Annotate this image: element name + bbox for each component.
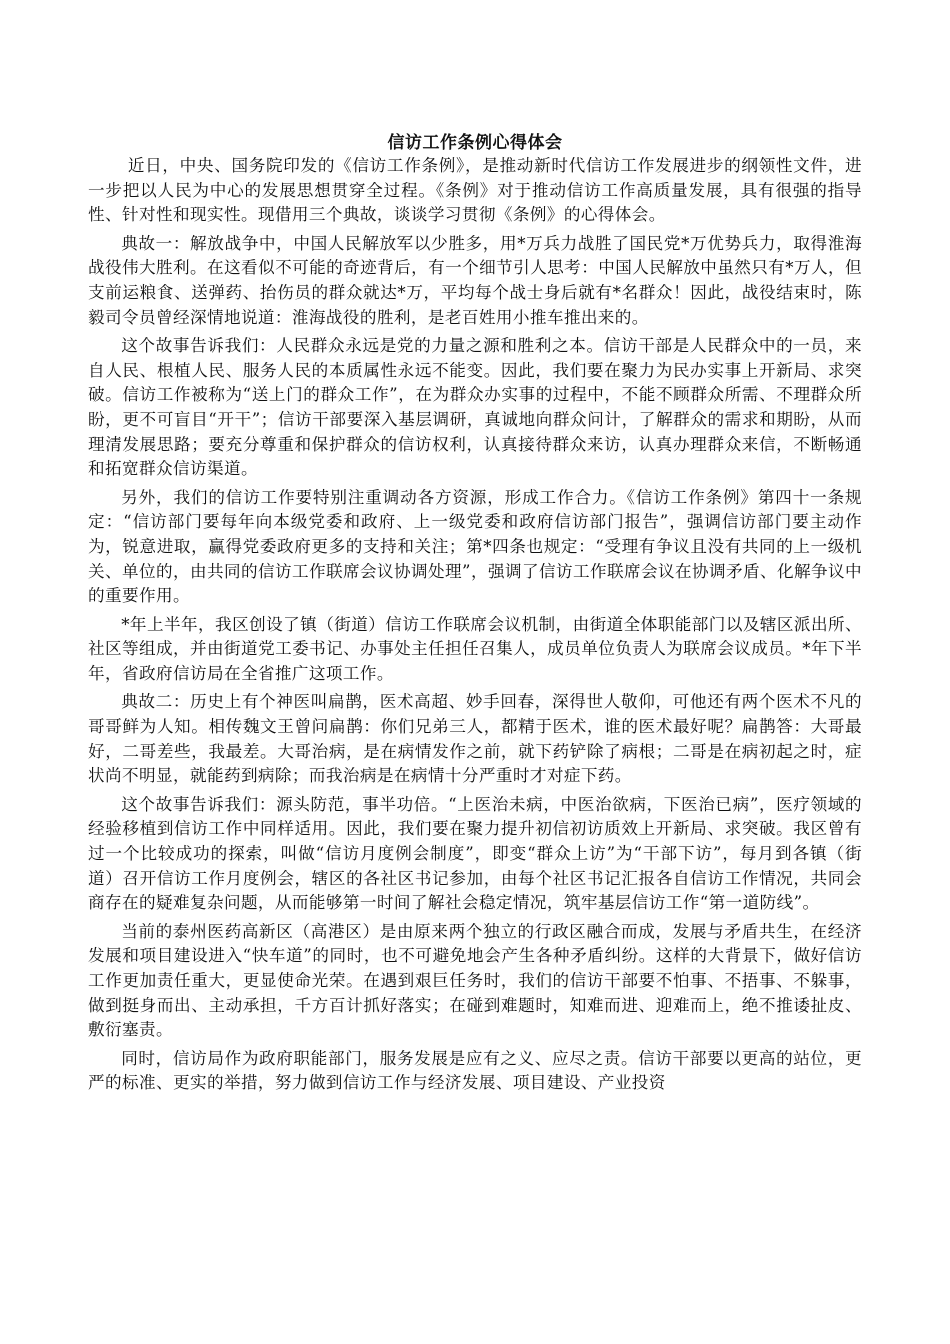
document-body [88,154,862,1100]
paragraph-joint-meeting: *年上半年，我区创设了镇（街道）信访工作联席会议机制，由街道全体职能部门以及辖区派出所、社区等组成，并由街道党工委书记、办事处主任担任召集人，成员单位负责人为联席会议成员。*年下半年，省政府信访局在全省推广这项工作。 [88,614,862,683]
paragraph-lesson-one: 这个故事告诉我们：人民群众永远是党的力量之源和胜利之本。信访干部是人民群众中的一员，来自人民、根植人民、服务人民的本质属性永远不能变。因此，我们要在聚力为民办实事上开新局、求突破。信访工作被称为“送上门的群众工作”，在为群众办实事的过程中，不能不顾群众所需、不理群众所盼，更不可盲目“开干”；信访干部要深入基层调研，真诚地向群众问计，了解群众的需求和期盼，从而理清发展思路；要充分尊重和保护群众的信访权利，认真接待群众来访，认真办理群众来信，不断畅通和拓宽群众信访渠道。 [88,336,862,479]
paragraph-lesson-two: 这个故事告诉我们：源头防范，事半功倍。“上医治未病，中医治欲病，下医治已病”，医疗领域的经验移植到信访工作中同样适用。因此，我们要在聚力提升初信初访质效上开新局、求突破。我区曾有过一个比较成功的探索，叫做“信访月度例会制度”，即变“群众上访”为“干部下访”，每月到各镇（街道）召开信访工作月度例会，辖区的各社区书记参加，由每个社区书记汇报各自信访工作情况，共同会商存在的疑难复杂问题，从而能够第一时间了解社会稳定情况，筑牢基层信访工作“第一道防线”。 [88,794,862,913]
paragraph-story-one: 典故一：解放战争中，中国人民解放军以少胜多，用*万兵力战胜了国民党*万优势兵力，取得淮海战役伟大胜利。在这看似不可能的奇迹背后，有一个细节引人思考：中国人民解放中虽然只有*万人，但支前运粮食、送弹药、抬伤员的群众就达*万，平均每个战士身后就有*名群众！因此，战役结束时，陈毅司令员曾经深情地说道：淮海战役的胜利，是老百姓用小推车推出来的。 [88,233,862,327]
paragraph-story-two: 典故二：历史上有个神医叫扁鹊，医术高超、妙手回春，深得世人敬仰，可他还有两个医术不凡的哥哥鲜为人知。相传魏文王曾问扁鹊：你们兄弟三人，都精于医术，谁的医术最好呢？扁鹊答：大哥最好，二哥差些，我最差。大哥治病，是在病情发作之前，就下药铲除了病根；二哥是在病初起之时，症状尚不明显，就能药到病除；而我治病是在病情十分严重时才对症下药。 [88,692,862,786]
document-title: 信访工作条例心得体会 [387,133,563,153]
paragraph-regulation-articles: 另外，我们的信访工作要特别注重调动各方资源，形成工作合力。《信访工作条例》第四十一条规定：“信访部门要每年向本级党委和政府、上一级党委和政府信访部门报告”，强调信访部门要主动作为，锐意进取，赢得党委政府更多的支持和关注；第*四条也规定：“受理有争议且没有共同的上一级机关、单位的，由共同的信访工作联席会议协调处理”，强调了信访工作联席会议在协调矛盾、化解争议中的重要作用。 [88,487,862,606]
paragraph-service-development: 同时，信访局作为政府职能部门，服务发展是应有之义、应尽之责。信访干部要以更高的站位，更严的标准、更实的举措，努力做到信访工作与经济发展、项目建设、产业投资 [88,1048,862,1093]
paragraph-district-context: 当前的泰州医药高新区（高港区）是由原来两个独立的行政区融合而成，发展与矛盾共生，在经济发展和项目建设进入“快车道”的同时，也不可避免地会产生各种矛盾纠纷。这样的大背景下，做好信访工作更加责任重大，更显使命光荣。在遇到艰巨任务时，我们的信访干部要不怕事、不捂事、不躲事，做到挺身而出、主动承担，千方百计抓好落实；在碰到难题时，知难而进、迎难而上，绝不推诿扯皮、敷衍塞责。 [88,921,862,1040]
paragraph-intro: 近日，中央、国务院印发的《信访工作条例》，是推动新时代信访工作发展进步的纲领性文件，进一步把以人民为中心的发展思想贯穿全过程。《条例》对于推动信访工作高质量发展，具有很强的指导性、针对性和现实性。现借用三个典故，谈谈学习贯彻《条例》的心得体会。 [88,156,862,225]
